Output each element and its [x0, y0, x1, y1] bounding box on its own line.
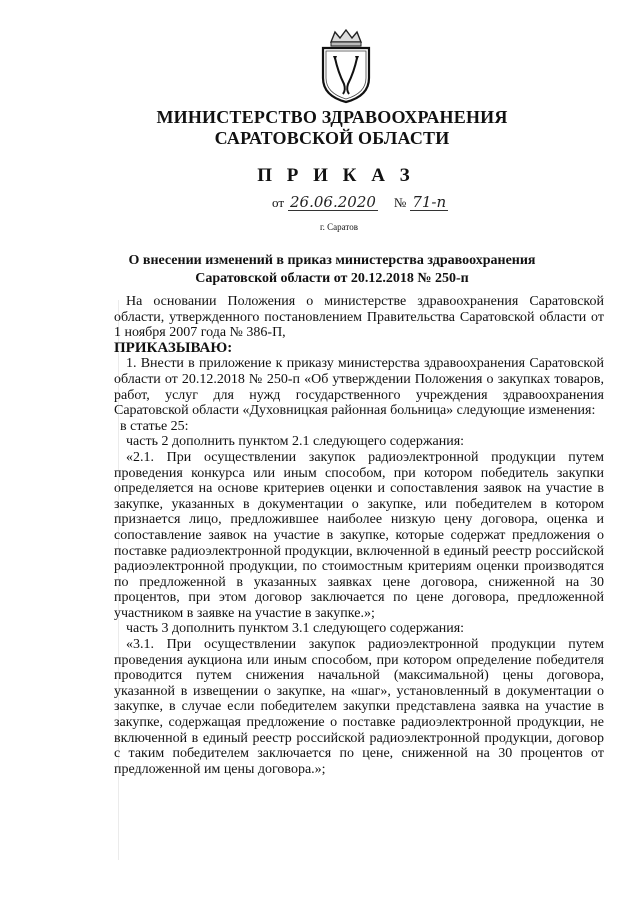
coat-of-arms-icon — [317, 28, 375, 104]
subject-line2: Саратовской области от 20.12.2018 № 250-п — [195, 271, 469, 286]
subject-line1: О внесении изменений в приказ министерства здравоохранения — [128, 253, 536, 268]
order-number: 71-п — [412, 193, 447, 211]
paragraph-item-1: 1. Внести в приложение к приказу министерства здравоохранения Саратовской области от 20.12.2018 № 250-п «Об утверждении Положения о закупках товаров, работ, услуг для нужд государственного учреждения здравоохранения Саратовской области «Духовницкая районная больница» следующие изменения: — [114, 356, 604, 419]
paragraph-clause-3-1: «3.1. При осуществлении закупок радиоэлектронной продукции путем проведения аукциона или иным способом, при котором определение победителя проводится путем снижения начальной (максимальной) цены договора, указанной в извещении о закупке, на «шаг», установленный в документации о закупке, в случае если победителем закупки представлена заявка на участие в закупке, содержащая предложение о поставке радиоэлектронной продукции, не включенной в единый реестр российской радиоэлектронной продукции, договор с таким победителем заключается по цене, сниженной на 30 процентов от предложенной им цены договора.»; — [114, 637, 604, 777]
document-body — [114, 294, 604, 777]
order-date: 26.06.2020 — [290, 193, 376, 211]
paragraph-article-25: в статье 25: — [120, 418, 189, 434]
ministry-name-line1: МИНИСТЕРСТВО ЗДРАВООХРАНЕНИЯ — [156, 107, 508, 127]
city: г. Саратов — [320, 222, 358, 232]
paragraph-order-word: ПРИКАЗЫВАЮ: — [114, 339, 233, 356]
order-date-number — [272, 194, 448, 211]
paragraph-part-3: часть 3 дополнить пунктом 3.1 следующего содержания: — [126, 621, 465, 637]
date-prefix: от — [272, 195, 285, 210]
paragraph-clause-2-1: «2.1. При осуществлении закупок радиоэлектронной продукции путем проведения конкурса или иным способом, при котором победитель закупки определяется на основе критериев оценки и сопоставления заявок на участие в закупке, указанных в документации о закупке, или победителем в котором признается лицо, предложившее наиболее низкую цену договора, оценка и сопоставление заявок на участие в закупке, которые содержат предложения о поставке радиоэлектронной продукции, включенной в единый реестр российской радиоэлектронной продукции, по стоимостным критериям оценки производятся по предложенной в указанных заявках цене договора, сниженной на 30 процентов, при этом договор заключается по цене договора, предложенной участником в заявке на участие в закупке.»; — [114, 449, 604, 621]
paragraph-basis: На основании Положения о министерстве здравоохранения Саратовской области, утвержденного постановлением Правительства Саратовской области от 1 ноября 2007 года № 386-П, — [114, 294, 604, 341]
ministry-name-line2: САРАТОВСКОЙ ОБЛАСТИ — [214, 128, 450, 148]
number-sign: № — [393, 195, 407, 210]
paragraph-part-2: часть 2 дополнить пунктом 2.1 следующего содержания: — [126, 434, 465, 450]
order-title: П Р И К А З — [257, 165, 415, 186]
